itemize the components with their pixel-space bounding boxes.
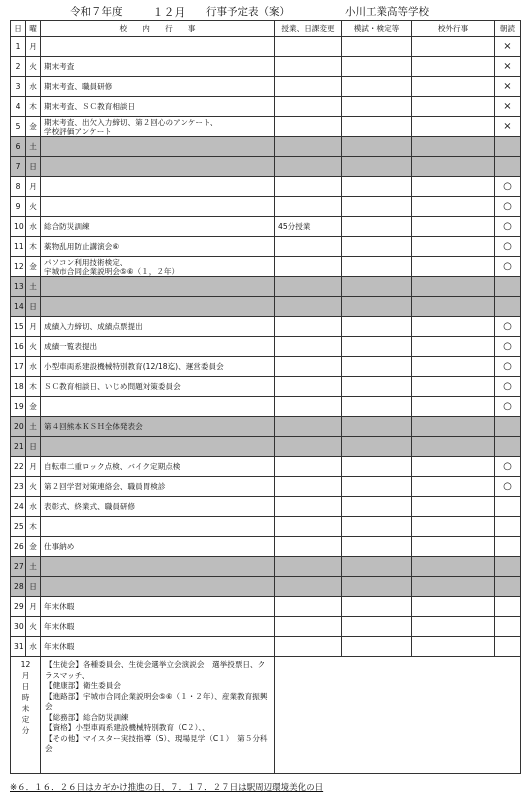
day-number: 22 (11, 457, 26, 477)
day-row (11, 277, 521, 297)
outside-event (412, 617, 495, 637)
morning-reading-mark (495, 277, 521, 297)
mock-exam (342, 157, 412, 177)
school-event (41, 177, 275, 197)
day-of-week: 水 (26, 497, 41, 517)
day-number: 17 (11, 357, 26, 377)
school-event: 成績入力締切、成績点票提出 (41, 317, 275, 337)
school-event: 期末考査 (41, 57, 275, 77)
outside-event (412, 77, 495, 97)
day-number: 31 (11, 637, 26, 657)
day-row (11, 357, 521, 377)
day-of-week: 木 (26, 237, 41, 257)
class-change (275, 177, 342, 197)
day-of-week: 日 (26, 437, 41, 457)
school-event: 期末考査、ＳＣ教育相談日 (41, 97, 275, 117)
class-change (275, 377, 342, 397)
day-row (11, 117, 521, 137)
outside-event (412, 397, 495, 417)
class-change (275, 357, 342, 377)
outside-event (412, 557, 495, 577)
morning-reading-mark: ○ (495, 177, 521, 197)
day-of-week: 土 (26, 277, 41, 297)
outside-event (412, 337, 495, 357)
mock-exam (342, 457, 412, 477)
day-of-week: 月 (26, 597, 41, 617)
day-row (11, 497, 521, 517)
school-event: 小型車両系建設機械特別教育(12/18迄)、運営委員会 (41, 357, 275, 377)
day-number: 20 (11, 417, 26, 437)
col-dow: 曜 (26, 21, 41, 37)
morning-reading-mark: ○ (495, 237, 521, 257)
day-row (11, 597, 521, 617)
outside-event (412, 197, 495, 217)
morning-reading-mark: × (495, 97, 521, 117)
morning-reading-mark (495, 297, 521, 317)
school-event: 薬物乱用防止講演会⑥ (41, 237, 275, 257)
day-of-week: 火 (26, 337, 41, 357)
day-of-week: 金 (26, 117, 41, 137)
school-event (41, 37, 275, 57)
mock-exam (342, 337, 412, 357)
day-row (11, 537, 521, 557)
mock-exam (342, 297, 412, 317)
mock-exam (342, 497, 412, 517)
day-number: 29 (11, 597, 26, 617)
class-change (275, 97, 342, 117)
class-change (275, 617, 342, 637)
day-row (11, 437, 521, 457)
day-of-week: 日 (26, 577, 41, 597)
outside-event (412, 597, 495, 617)
morning-reading-mark: ○ (495, 377, 521, 397)
mock-exam (342, 617, 412, 637)
school-event (41, 557, 275, 577)
col-outside-events: 校外行事 (412, 21, 495, 37)
morning-reading-mark: × (495, 37, 521, 57)
morning-reading-mark: ○ (495, 457, 521, 477)
day-row (11, 197, 521, 217)
outside-event (412, 97, 495, 117)
outside-event (412, 537, 495, 557)
school-event: 総合防災訓練 (41, 217, 275, 237)
outside-event (412, 317, 495, 337)
day-row (11, 337, 521, 357)
class-change (275, 57, 342, 77)
col-mock-exam: 模試・検定等 (342, 21, 412, 37)
school-event: 期末考査、職員研修 (41, 77, 275, 97)
day-number: 13 (11, 277, 26, 297)
mock-exam (342, 197, 412, 217)
day-of-week: 火 (26, 477, 41, 497)
outside-event (412, 437, 495, 457)
mock-exam (342, 577, 412, 597)
mock-exam (342, 77, 412, 97)
class-change (275, 277, 342, 297)
outside-event (412, 297, 495, 317)
day-of-week: 月 (26, 457, 41, 477)
day-row (11, 477, 521, 497)
day-of-week: 木 (26, 517, 41, 537)
mock-exam (342, 237, 412, 257)
class-change (275, 137, 342, 157)
day-row (11, 457, 521, 477)
outside-event (412, 477, 495, 497)
day-of-week: 金 (26, 397, 41, 417)
day-of-week: 日 (26, 297, 41, 317)
mock-exam (342, 517, 412, 537)
outside-event (412, 497, 495, 517)
class-change (275, 637, 342, 657)
undated-events-label (11, 657, 41, 774)
day-row (11, 137, 521, 157)
day-of-week: 木 (26, 377, 41, 397)
day-number: 6 (11, 137, 26, 157)
day-number: 3 (11, 77, 26, 97)
mock-exam (342, 417, 412, 437)
outside-event (412, 257, 495, 277)
morning-reading-mark (495, 437, 521, 457)
school-event (41, 197, 275, 217)
morning-reading-mark (495, 597, 521, 617)
day-number: 21 (11, 437, 26, 457)
day-of-week: 水 (26, 77, 41, 97)
mock-exam (342, 57, 412, 77)
class-change (275, 117, 342, 137)
outside-event (412, 217, 495, 237)
document-header (0, 0, 529, 22)
class-change (275, 297, 342, 317)
month-title: １２月 (140, 4, 198, 21)
morning-reading-mark (495, 557, 521, 577)
school-event: 年末休暇 (41, 617, 275, 637)
day-row (11, 417, 521, 437)
outside-event (412, 137, 495, 157)
day-number: 1 (11, 37, 26, 57)
fiscal-year: 令和７年度 (70, 6, 123, 18)
morning-reading-mark: ○ (495, 477, 521, 497)
mock-exam (342, 357, 412, 377)
day-of-week: 水 (26, 357, 41, 377)
day-row (11, 177, 521, 197)
mock-exam (342, 257, 412, 277)
class-change (275, 497, 342, 517)
class-change (275, 417, 342, 437)
school-event (41, 157, 275, 177)
day-number: 26 (11, 537, 26, 557)
undated-label-text: 12 月 日 時 未 定 分 (20, 660, 31, 735)
school-event: 第４回熊本ＫＳＨ全体発表会 (41, 417, 275, 437)
class-change (275, 337, 342, 357)
class-change (275, 157, 342, 177)
day-of-week: 土 (26, 417, 41, 437)
day-of-week: 日 (26, 157, 41, 177)
day-number: 24 (11, 497, 26, 517)
outside-event (412, 637, 495, 657)
day-row (11, 57, 521, 77)
class-change (275, 477, 342, 497)
undated-events-row (11, 657, 521, 774)
morning-reading-mark (495, 157, 521, 177)
school-event (41, 297, 275, 317)
outside-event (412, 517, 495, 537)
outside-event (412, 237, 495, 257)
morning-reading-mark (495, 517, 521, 537)
day-number: 28 (11, 577, 26, 597)
mock-exam (342, 137, 412, 157)
day-number: 16 (11, 337, 26, 357)
mock-exam (342, 217, 412, 237)
school-event (41, 277, 275, 297)
school-event: 自転車二重ロック点検、バイク定期点検 (41, 457, 275, 477)
day-of-week: 火 (26, 617, 41, 637)
outside-event (412, 357, 495, 377)
class-change (275, 77, 342, 97)
mock-exam (342, 597, 412, 617)
col-day: 日 (11, 21, 26, 37)
mock-exam (342, 317, 412, 337)
school-event: 仕事納め (41, 537, 275, 557)
day-number: 19 (11, 397, 26, 417)
morning-reading-mark: ○ (495, 217, 521, 237)
day-number: 18 (11, 377, 26, 397)
school-event: 第２回学習対策連絡会、職員胃検診 (41, 477, 275, 497)
morning-reading-mark (495, 577, 521, 597)
morning-reading-mark: ○ (495, 197, 521, 217)
day-of-week: 火 (26, 197, 41, 217)
schedule-title: 行事予定表（案） (206, 6, 290, 18)
day-of-week: 火 (26, 57, 41, 77)
school-event: ＳＣ教育相談日、いじめ問題対策委員会 (41, 377, 275, 397)
day-row (11, 77, 521, 97)
class-change (275, 457, 342, 477)
day-number: 27 (11, 557, 26, 577)
day-row (11, 257, 521, 277)
morning-reading-mark (495, 417, 521, 437)
class-change (275, 437, 342, 457)
morning-reading-mark: × (495, 117, 521, 137)
outside-event (412, 377, 495, 397)
day-row (11, 97, 521, 117)
class-change (275, 577, 342, 597)
morning-reading-mark: ○ (495, 337, 521, 357)
day-row (11, 377, 521, 397)
day-of-week: 月 (26, 317, 41, 337)
outside-event (412, 157, 495, 177)
day-number: 10 (11, 217, 26, 237)
school-event: 期末考査、出欠入力締切、第２回心のアンケート、 学校評価アンケート (41, 117, 275, 137)
class-change (275, 317, 342, 337)
mock-exam (342, 117, 412, 137)
school-event (41, 437, 275, 457)
school-event (41, 577, 275, 597)
day-of-week: 月 (26, 177, 41, 197)
school-event: 年末休暇 (41, 597, 275, 617)
school-name: 小川工業高等学校 (345, 6, 429, 18)
mock-exam (342, 637, 412, 657)
class-change (275, 197, 342, 217)
mock-exam (342, 437, 412, 457)
day-number: 30 (11, 617, 26, 637)
mock-exam (342, 377, 412, 397)
class-change (275, 237, 342, 257)
school-event: パソコン利用技術検定、 宇城市合同企業説明会⑤⑥（１，２年） (41, 257, 275, 277)
day-number: 2 (11, 57, 26, 77)
col-morning-reading: 朝読 (495, 21, 521, 37)
day-number: 12 (11, 257, 26, 277)
morning-reading-mark: ○ (495, 317, 521, 337)
outside-event (412, 577, 495, 597)
day-number: 8 (11, 177, 26, 197)
morning-reading-mark (495, 137, 521, 157)
day-number: 11 (11, 237, 26, 257)
day-row (11, 37, 521, 57)
day-row (11, 217, 521, 237)
morning-reading-mark: ○ (495, 357, 521, 377)
day-row (11, 617, 521, 637)
day-row (11, 577, 521, 597)
undated-events-text: 【生徒会】各種委員会、生徒会選挙立会演説会 選挙投票日、クラスマッチ、 【健康部】衛生委員会 【進路部】宇城市合同企業説明会⑤⑥（１・２年）、産業教育振興会 【総務部】総合防災訓練 【資格】小型車両系建設機械特別教育（C２）、、 【その他】マイスター実技指導（S）、現場見学（C１） 第５分科会 (41, 657, 275, 774)
school-event: 表彰式、終業式、職員研修 (41, 497, 275, 517)
class-change (275, 397, 342, 417)
school-event (41, 137, 275, 157)
day-number: 23 (11, 477, 26, 497)
outside-event (412, 37, 495, 57)
day-number: 15 (11, 317, 26, 337)
mock-exam (342, 97, 412, 117)
class-change: 45分授業 (275, 217, 342, 237)
morning-reading-mark (495, 617, 521, 637)
day-row (11, 317, 521, 337)
outside-event (412, 457, 495, 477)
day-row (11, 397, 521, 417)
day-of-week: 水 (26, 217, 41, 237)
day-number: 5 (11, 117, 26, 137)
outside-event (412, 277, 495, 297)
header-row (11, 21, 521, 37)
day-of-week: 木 (26, 97, 41, 117)
day-row (11, 637, 521, 657)
mock-exam (342, 397, 412, 417)
morning-reading-mark: ○ (495, 397, 521, 417)
morning-reading-mark (495, 537, 521, 557)
class-change (275, 517, 342, 537)
day-number: 7 (11, 157, 26, 177)
class-change (275, 257, 342, 277)
mock-exam (342, 37, 412, 57)
morning-reading-mark: ○ (495, 257, 521, 277)
undated-events-blank (275, 657, 521, 774)
school-event (41, 517, 275, 537)
col-class-change: 授業、日課変更 (275, 21, 342, 37)
school-event: 成績一覧表提出 (41, 337, 275, 357)
mock-exam (342, 557, 412, 577)
morning-reading-mark (495, 637, 521, 657)
day-of-week: 金 (26, 257, 41, 277)
morning-reading-mark: × (495, 57, 521, 77)
day-number: 14 (11, 297, 26, 317)
outside-event (412, 417, 495, 437)
col-school-events: 校 内 行 事 (41, 21, 275, 37)
day-row (11, 237, 521, 257)
school-event (41, 397, 275, 417)
day-row (11, 557, 521, 577)
mock-exam (342, 177, 412, 197)
day-of-week: 土 (26, 557, 41, 577)
class-change (275, 37, 342, 57)
day-of-week: 月 (26, 37, 41, 57)
morning-reading-mark: × (495, 77, 521, 97)
day-row (11, 297, 521, 317)
school-event: 年末休暇 (41, 637, 275, 657)
footnote: ※６．１６．２６日はカギかけ推進の日，７．１７．２７日は駅周辺環境美化の日 (10, 783, 324, 793)
mock-exam (342, 277, 412, 297)
day-of-week: 金 (26, 537, 41, 557)
day-number: 4 (11, 97, 26, 117)
outside-event (412, 57, 495, 77)
day-row (11, 517, 521, 537)
class-change (275, 597, 342, 617)
morning-reading-mark (495, 497, 521, 517)
class-change (275, 557, 342, 577)
outside-event (412, 177, 495, 197)
outside-event (412, 117, 495, 137)
class-change (275, 537, 342, 557)
day-number: 25 (11, 517, 26, 537)
day-row (11, 157, 521, 177)
schedule-table (10, 20, 521, 774)
day-of-week: 土 (26, 137, 41, 157)
day-of-week: 水 (26, 637, 41, 657)
day-number: 9 (11, 197, 26, 217)
mock-exam (342, 477, 412, 497)
mock-exam (342, 537, 412, 557)
